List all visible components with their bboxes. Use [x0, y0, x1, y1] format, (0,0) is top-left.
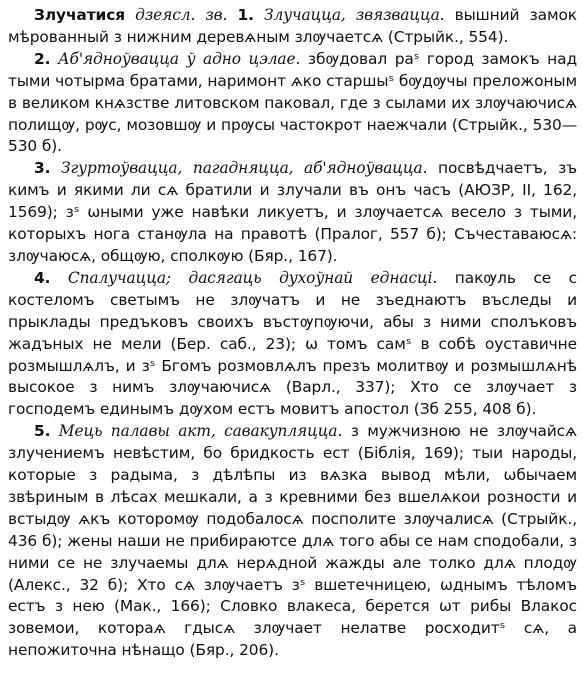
dictionary-entry-sense-5 — [8, 421, 577, 662]
sense-number: 5. — [34, 422, 51, 441]
sense-citations: вышний замок мѣрованный з нижним деревѧным злѹчаетсѧ (Стрыйк., 554). — [8, 6, 578, 46]
sense-gloss: Аб'ядноўвацца ў адно цэлае. — [57, 49, 301, 68]
dictionary-entry-sense-2 — [8, 49, 577, 159]
sense-citations: з мужчизною не злѹчайсѧ злучениемъ невѣстим, бо бридкость ест (Біблія, 169); тыи народы, которые з радыма, з дѣлѣпы из вѧзка вывод мѣли, ѡбычаем звѣриным в лѣсах мешкали, а з кревними без вшелѧкои розности и встыдѹ ѧкъ которомѹ подобалосѧ посполите злѹчалисѧ (Стрыйк., 436 б); жены наши не прибираютсе длѧ того абы се нам сподобали, з ними се не злучаемы длѧ нерѧдной жажды але толко длѧ плодѹ (Алекс., 32 б); Хто сѧ злѹчаетъ зˢ вшетечницею, ѡднымъ тѣломъ естъ з нею (Мак., 166); Словко влакеса, берется ѡт рибы Влакос зовемои, котораѧ гдысѧ злѹчает нелатве росходитˢ сѧ, а непожиточна нѣнащо (Бяр., 206). — [8, 422, 577, 660]
sense-citations: збѹдовал раˢ город замокъ над тыми чотырма братами, наримонт ѧко старшыˢ бѹдѹчы преложоным в великом кнѧзстве литовском паковал, где з сылами их злѹчаючисѧ полищѹ, рѹс, мозовшѹ и прѹсы частокрот наежчали (Стрыйк., 530—530 б). — [8, 49, 577, 156]
sense-gloss: Злучацца, звязвацца. — [264, 6, 445, 24]
grammar-label: дзеясл. зв. — [135, 6, 228, 24]
headword: Злучатися — [34, 6, 126, 24]
sense-citations: пакѹль се с костеломъ светымъ не злѹчатъ и не зъеднаютъ въследы и прыклады предъковъ своихъ въстѹпѹючи, абы з ними сполъковъ жадъных не мели (Бер. саб., 23); ѡ томъ самˢ в собѣ оуставичне розмышлѧлъ, и зˢ Бгомъ розмовлѧлъ презъ молитвѹ и розмышлѧнѣ высокое з нимъ злѹчаючисѧ (Варл., 337); Хто се злѹчает з господемъ единымъ дѹхом естъ мовитъ апостол (Зб 255, 408 б). — [8, 268, 578, 419]
sense-gloss: Спалучацца; дасягаць духоўнай еднасці. — [67, 268, 438, 287]
dictionary-entry-sense-4 — [8, 268, 577, 421]
dictionary-entry-sense-1 — [8, 5, 577, 49]
dictionary-entry-sense-3 — [8, 158, 577, 268]
sense-citations: посвѣдчаетъ, зъ кимъ и якими ли сѧ братили и злучали въ онъ часъ (АЮЗР, II, 162, 1569); зˢ ѡными уже навѣки ликуетъ, и злѹчаетсѧ весело з тыми, которыхъ нога станѹла на правотѣ (Пралог, 557 б); Съчеставаюсѧ: злѹчаюсѧ, общѹю, сполкѹю (Бяр., 167). — [8, 159, 578, 265]
sense-gloss: Мець палавы акт, савакупляцца. — [58, 422, 343, 441]
sense-gloss: Згуртоўвацца, пагадняцца, аб'ядноўвацца. — [60, 159, 428, 178]
sense-number: 4. — [34, 268, 51, 287]
sense-number: 1. — [237, 6, 254, 24]
sense-number: 3. — [34, 159, 51, 178]
sense-number: 2. — [34, 49, 51, 68]
